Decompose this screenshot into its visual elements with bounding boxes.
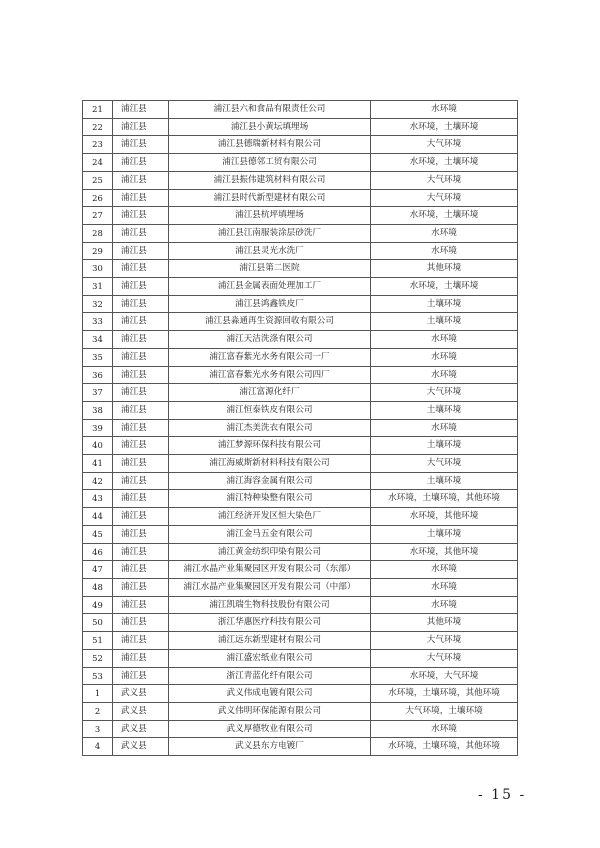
company-name-cell: 武义伟成电镀有限公司 xyxy=(169,685,371,703)
environment-type-cell: 水环境 xyxy=(371,101,518,119)
table-row xyxy=(83,154,518,172)
company-name-cell: 浦江金马五金有限公司 xyxy=(169,525,371,543)
county-cell: 浦江县 xyxy=(113,136,169,154)
row-number: 46 xyxy=(83,543,113,561)
county-cell: 浦江县 xyxy=(113,401,169,419)
company-name-cell: 浦江县小黄坛填埋场 xyxy=(169,118,371,136)
row-number: 4 xyxy=(83,738,113,756)
county-cell: 浦江县 xyxy=(113,384,169,402)
company-name-cell: 浦江县六和食品有限责任公司 xyxy=(169,101,371,119)
row-number: 1 xyxy=(83,685,113,703)
table-row xyxy=(83,348,518,366)
county-cell: 浦江县 xyxy=(113,578,169,596)
table-row xyxy=(83,401,518,419)
company-name-cell: 浦江富春紫光水务有限公司四厂 xyxy=(169,366,371,384)
row-number: 31 xyxy=(83,278,113,296)
row-number: 3 xyxy=(83,720,113,738)
enterprise-table xyxy=(82,100,518,756)
county-cell: 浦江县 xyxy=(113,224,169,242)
county-cell: 浦江县 xyxy=(113,331,169,349)
company-name-cell: 浦江县振伟建筑材料有限公司 xyxy=(169,171,371,189)
company-name-cell: 浦江盛宏纸业有限公司 xyxy=(169,649,371,667)
row-number: 27 xyxy=(83,207,113,225)
company-name-cell: 浦江县时代新型建材有限公司 xyxy=(169,189,371,207)
row-number: 22 xyxy=(83,118,113,136)
company-name-cell: 浦江县淼通再生资源回收有限公司 xyxy=(169,313,371,331)
table-row xyxy=(83,295,518,313)
environment-type-cell: 土壤环境 xyxy=(371,295,518,313)
county-cell: 浦江县 xyxy=(113,508,169,526)
environment-type-cell: 水环境 xyxy=(371,242,518,260)
row-number: 40 xyxy=(83,437,113,455)
county-cell: 武义县 xyxy=(113,720,169,738)
row-number: 32 xyxy=(83,295,113,313)
company-name-cell: 浦江县德瑞新材料有限公司 xyxy=(169,136,371,154)
company-name-cell: 浦江经济开发区恒大染色厂 xyxy=(169,508,371,526)
table-row xyxy=(83,171,518,189)
company-name-cell: 武义厚德牧业有限公司 xyxy=(169,720,371,738)
county-cell: 浦江县 xyxy=(113,561,169,579)
county-cell: 浦江县 xyxy=(113,207,169,225)
row-number: 44 xyxy=(83,508,113,526)
environment-type-cell: 大气环境 xyxy=(371,189,518,207)
row-number: 45 xyxy=(83,525,113,543)
county-cell: 浦江县 xyxy=(113,614,169,632)
company-name-cell: 浦江富春紫光水务有限公司一厂 xyxy=(169,348,371,366)
table-row xyxy=(83,189,518,207)
environment-type-cell: 其他环境 xyxy=(371,260,518,278)
environment-type-cell: 水环境，土壤环境，其他环境 xyxy=(371,490,518,508)
county-cell: 浦江县 xyxy=(113,260,169,278)
table-row xyxy=(83,614,518,632)
row-number: 53 xyxy=(83,667,113,685)
environment-type-cell: 水环境 xyxy=(371,224,518,242)
county-cell: 浦江县 xyxy=(113,455,169,473)
company-name-cell: 浦江海威斯新材料科技有限公司 xyxy=(169,455,371,473)
environment-type-cell: 大气环境 xyxy=(371,136,518,154)
company-name-cell: 浦江县江南服装涂层砂洗厂 xyxy=(169,224,371,242)
county-cell: 浦江县 xyxy=(113,118,169,136)
environment-type-cell: 其他环境 xyxy=(371,614,518,632)
table-row xyxy=(83,384,518,402)
company-name-cell: 浦江杰美洗衣有限公司 xyxy=(169,419,371,437)
table-row xyxy=(83,649,518,667)
county-cell: 浦江县 xyxy=(113,278,169,296)
environment-type-cell: 土壤环境 xyxy=(371,525,518,543)
table-row xyxy=(83,685,518,703)
row-number: 47 xyxy=(83,561,113,579)
environment-type-cell: 大气环境 xyxy=(371,649,518,667)
row-number: 38 xyxy=(83,401,113,419)
county-cell: 浦江县 xyxy=(113,419,169,437)
county-cell: 浦江县 xyxy=(113,154,169,172)
environment-type-cell: 土壤环境 xyxy=(371,313,518,331)
county-cell: 浦江县 xyxy=(113,490,169,508)
environment-type-cell: 水环境 xyxy=(371,331,518,349)
company-name-cell: 浦江远东新型建材有限公司 xyxy=(169,632,371,650)
company-name-cell: 浦江凯瑞生物科技股份有限公司 xyxy=(169,596,371,614)
row-number: 34 xyxy=(83,331,113,349)
table-row xyxy=(83,242,518,260)
table-row xyxy=(83,720,518,738)
environment-type-cell: 水环境 xyxy=(371,419,518,437)
company-name-cell: 浦江海容金属有限公司 xyxy=(169,472,371,490)
environment-type-cell: 水环境 xyxy=(371,720,518,738)
table-row xyxy=(83,543,518,561)
table-row xyxy=(83,331,518,349)
county-cell: 浦江县 xyxy=(113,348,169,366)
table-row xyxy=(83,224,518,242)
environment-type-cell: 水环境，土壤环境，其他环境 xyxy=(371,685,518,703)
environment-type-cell: 水环境，其他环境 xyxy=(371,508,518,526)
table-row xyxy=(83,118,518,136)
table-row xyxy=(83,472,518,490)
company-name-cell: 浦江恒泰铁皮有限公司 xyxy=(169,401,371,419)
county-cell: 浦江县 xyxy=(113,667,169,685)
table-row xyxy=(83,207,518,225)
environment-type-cell: 水环境 xyxy=(371,578,518,596)
environment-type-cell: 水环境 xyxy=(371,561,518,579)
environment-type-cell: 大气环境 xyxy=(371,455,518,473)
table-row xyxy=(83,508,518,526)
table-row xyxy=(83,278,518,296)
company-name-cell: 武义县东方电镀厂 xyxy=(169,738,371,756)
county-cell: 浦江县 xyxy=(113,242,169,260)
county-cell: 浦江县 xyxy=(113,295,169,313)
row-number: 25 xyxy=(83,171,113,189)
environment-type-cell: 水环境 xyxy=(371,348,518,366)
row-number: 39 xyxy=(83,419,113,437)
company-name-cell: 浦江县金属表面处理加工厂 xyxy=(169,278,371,296)
environment-type-cell: 水环境，土壤环境 xyxy=(371,154,518,172)
environment-type-cell: 水环境，土壤环境，其他环境 xyxy=(371,738,518,756)
table-row xyxy=(83,101,518,119)
environment-type-cell: 水环境，土壤环境 xyxy=(371,118,518,136)
row-number: 41 xyxy=(83,455,113,473)
table-row xyxy=(83,419,518,437)
environment-type-cell: 土壤环境 xyxy=(371,401,518,419)
county-cell: 浦江县 xyxy=(113,437,169,455)
county-cell: 浦江县 xyxy=(113,313,169,331)
company-name-cell: 武义伟明环保能源有限公司 xyxy=(169,702,371,720)
environment-type-cell: 水环境，土壤环境 xyxy=(371,278,518,296)
table-row xyxy=(83,702,518,720)
company-name-cell: 浦江县杭坪填埋场 xyxy=(169,207,371,225)
table-row xyxy=(83,561,518,579)
table-row xyxy=(83,632,518,650)
county-cell: 武义县 xyxy=(113,702,169,720)
row-number: 36 xyxy=(83,366,113,384)
row-number: 42 xyxy=(83,472,113,490)
table-row xyxy=(83,667,518,685)
company-name-cell: 浦江特种染整有限公司 xyxy=(169,490,371,508)
table-row xyxy=(83,260,518,278)
county-cell: 武义县 xyxy=(113,685,169,703)
row-number: 51 xyxy=(83,632,113,650)
environment-type-cell: 水环境 xyxy=(371,596,518,614)
environment-type-cell: 大气环境 xyxy=(371,171,518,189)
row-number: 33 xyxy=(83,313,113,331)
row-number: 35 xyxy=(83,348,113,366)
company-name-cell: 浦江县灵光水洗厂 xyxy=(169,242,371,260)
company-name-cell: 浙江青蓝化纤有限公司 xyxy=(169,667,371,685)
row-number: 21 xyxy=(83,101,113,119)
table-row xyxy=(83,437,518,455)
county-cell: 浦江县 xyxy=(113,649,169,667)
environment-type-cell: 水环境，大气环境 xyxy=(371,667,518,685)
environment-type-cell: 土壤环境 xyxy=(371,472,518,490)
table-row xyxy=(83,136,518,154)
company-name-cell: 浦江县鸿鑫铁皮厂 xyxy=(169,295,371,313)
table-body xyxy=(83,101,518,756)
row-number: 52 xyxy=(83,649,113,667)
row-number: 26 xyxy=(83,189,113,207)
table-row xyxy=(83,525,518,543)
row-number: 30 xyxy=(83,260,113,278)
county-cell: 浦江县 xyxy=(113,632,169,650)
table-row xyxy=(83,578,518,596)
environment-type-cell: 大气环境 xyxy=(371,632,518,650)
table-row xyxy=(83,313,518,331)
county-cell: 浦江县 xyxy=(113,101,169,119)
environment-type-cell: 大气环境 xyxy=(371,384,518,402)
company-name-cell: 浦江县德邻工贸有限公司 xyxy=(169,154,371,172)
company-name-cell: 浦江天洁洗涤有限公司 xyxy=(169,331,371,349)
row-number: 23 xyxy=(83,136,113,154)
row-number: 50 xyxy=(83,614,113,632)
row-number: 24 xyxy=(83,154,113,172)
company-name-cell: 浦江水晶产业集聚园区开发有限公司（中部） xyxy=(169,578,371,596)
row-number: 43 xyxy=(83,490,113,508)
county-cell: 浦江县 xyxy=(113,189,169,207)
county-cell: 浦江县 xyxy=(113,171,169,189)
county-cell: 浦江县 xyxy=(113,525,169,543)
row-number: 2 xyxy=(83,702,113,720)
county-cell: 武义县 xyxy=(113,738,169,756)
county-cell: 浦江县 xyxy=(113,543,169,561)
row-number: 37 xyxy=(83,384,113,402)
row-number: 28 xyxy=(83,224,113,242)
row-number: 29 xyxy=(83,242,113,260)
company-name-cell: 浦江县第二医院 xyxy=(169,260,371,278)
table-row xyxy=(83,596,518,614)
page-number: - 15 - xyxy=(478,787,527,803)
table-row xyxy=(83,366,518,384)
table-row xyxy=(83,738,518,756)
environment-type-cell: 大气环境，土壤环境 xyxy=(371,702,518,720)
table-row xyxy=(83,455,518,473)
company-name-cell: 浙江华惠医疗科技有限公司 xyxy=(169,614,371,632)
county-cell: 浦江县 xyxy=(113,472,169,490)
company-name-cell: 浦江梦源环保科技有限公司 xyxy=(169,437,371,455)
county-cell: 浦江县 xyxy=(113,596,169,614)
environment-type-cell: 土壤环境 xyxy=(371,437,518,455)
county-cell: 浦江县 xyxy=(113,366,169,384)
company-name-cell: 浦江黄金纺织印染有限公司 xyxy=(169,543,371,561)
table-row xyxy=(83,490,518,508)
environment-type-cell: 水环境 xyxy=(371,366,518,384)
company-name-cell: 浦江水晶产业集聚园区开发有限公司（东部） xyxy=(169,561,371,579)
row-number: 49 xyxy=(83,596,113,614)
company-name-cell: 浦江富源化纤厂 xyxy=(169,384,371,402)
environment-type-cell: 水环境，土壤环境 xyxy=(371,207,518,225)
environment-type-cell: 水环境，其他环境 xyxy=(371,543,518,561)
row-number: 48 xyxy=(83,578,113,596)
